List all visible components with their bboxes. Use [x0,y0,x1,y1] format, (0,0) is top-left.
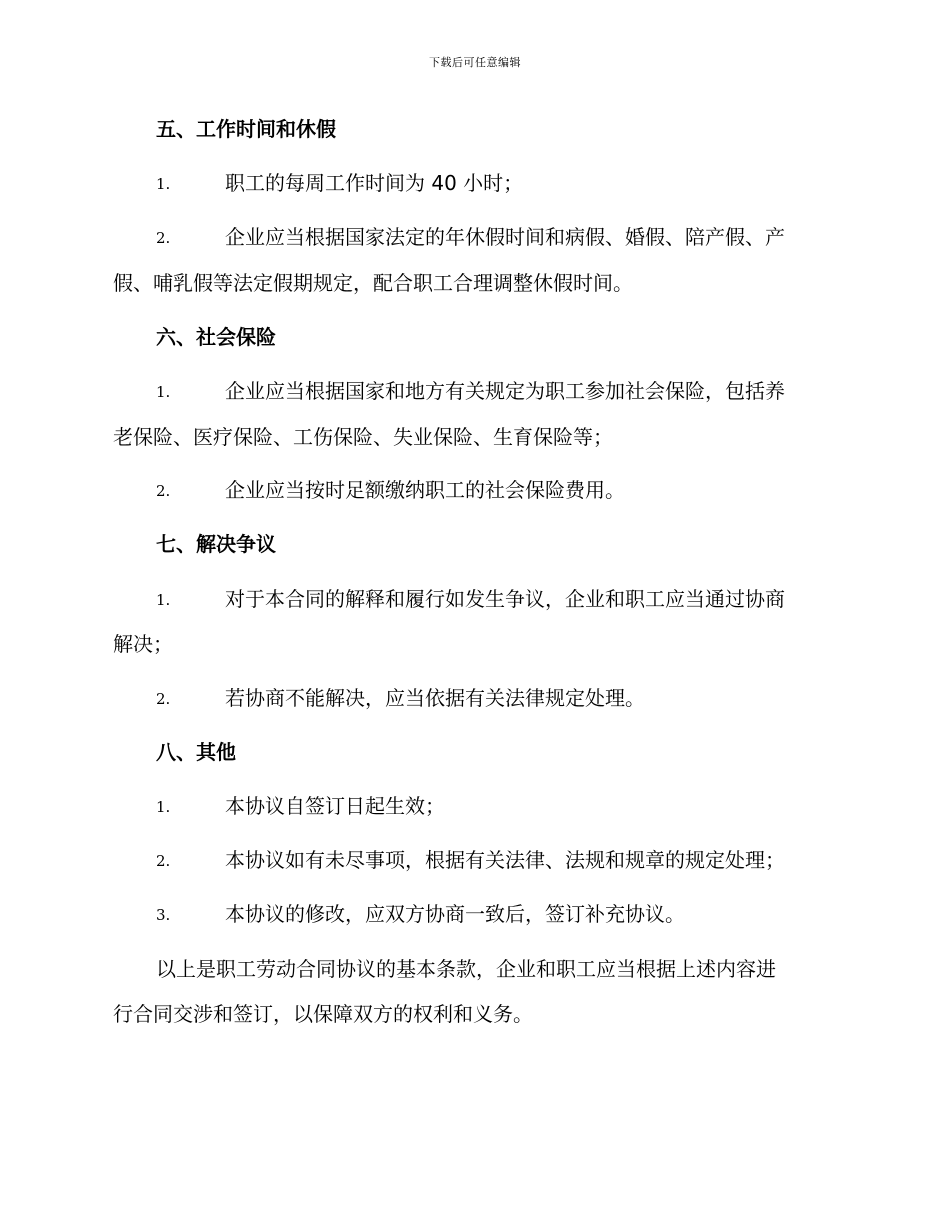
item-number: 1. [156,798,171,816]
section-heading: 五、工作时间和休假 [156,117,336,141]
item-number: 1. [156,175,171,193]
item-text: 老保险、医疗保险、工伤保险、失业保险、生育保险等； [113,425,613,449]
item-number: 1. [156,591,171,609]
page-header: 下载后可任意编辑 [429,56,521,69]
item-text: 企业应当按时足额缴纳职工的社会保险费用。 [225,478,625,502]
item-text: 职工的每周工作时间为 40 小时； [225,171,524,195]
item-text: 本协议自签订日起生效； [225,794,445,818]
item-number: 2. [156,482,171,500]
item-number: 2. [156,690,171,708]
closing-paragraph: 行合同交涉和签订，以保障双方的权利和义务。 [113,1002,533,1026]
item-text: 本协议的修改，应双方协商一致后，签订补充协议。 [225,902,685,926]
item-text: 假、哺乳假等法定假期规定，配合职工合理调整休假时间。 [113,271,633,295]
item-number: 3. [156,906,171,924]
item-text: 若协商不能解决，应当依据有关法律规定处理。 [225,686,645,710]
closing-paragraph: 以上是职工劳动合同协议的基本条款，企业和职工应当根据上述内容进 [156,957,776,981]
item-text: 企业应当根据国家和地方有关规定为职工参加社会保险，包括养 [225,379,785,403]
section-heading: 七、解决争议 [156,532,276,556]
section-heading: 八、其他 [156,740,236,764]
item-number: 2. [156,852,171,870]
item-text: 本协议如有未尽事项，根据有关法律、法规和规章的规定处理； [225,848,785,872]
item-number: 2. [156,229,171,247]
section-heading: 六、社会保险 [156,325,276,349]
item-number: 1. [156,383,171,401]
item-text: 对于本合同的解释和履行如发生争议，企业和职工应当通过协商 [225,587,785,611]
item-text: 解决； [113,632,173,656]
item-text: 企业应当根据国家法定的年休假时间和病假、婚假、陪产假、产 [225,225,785,249]
